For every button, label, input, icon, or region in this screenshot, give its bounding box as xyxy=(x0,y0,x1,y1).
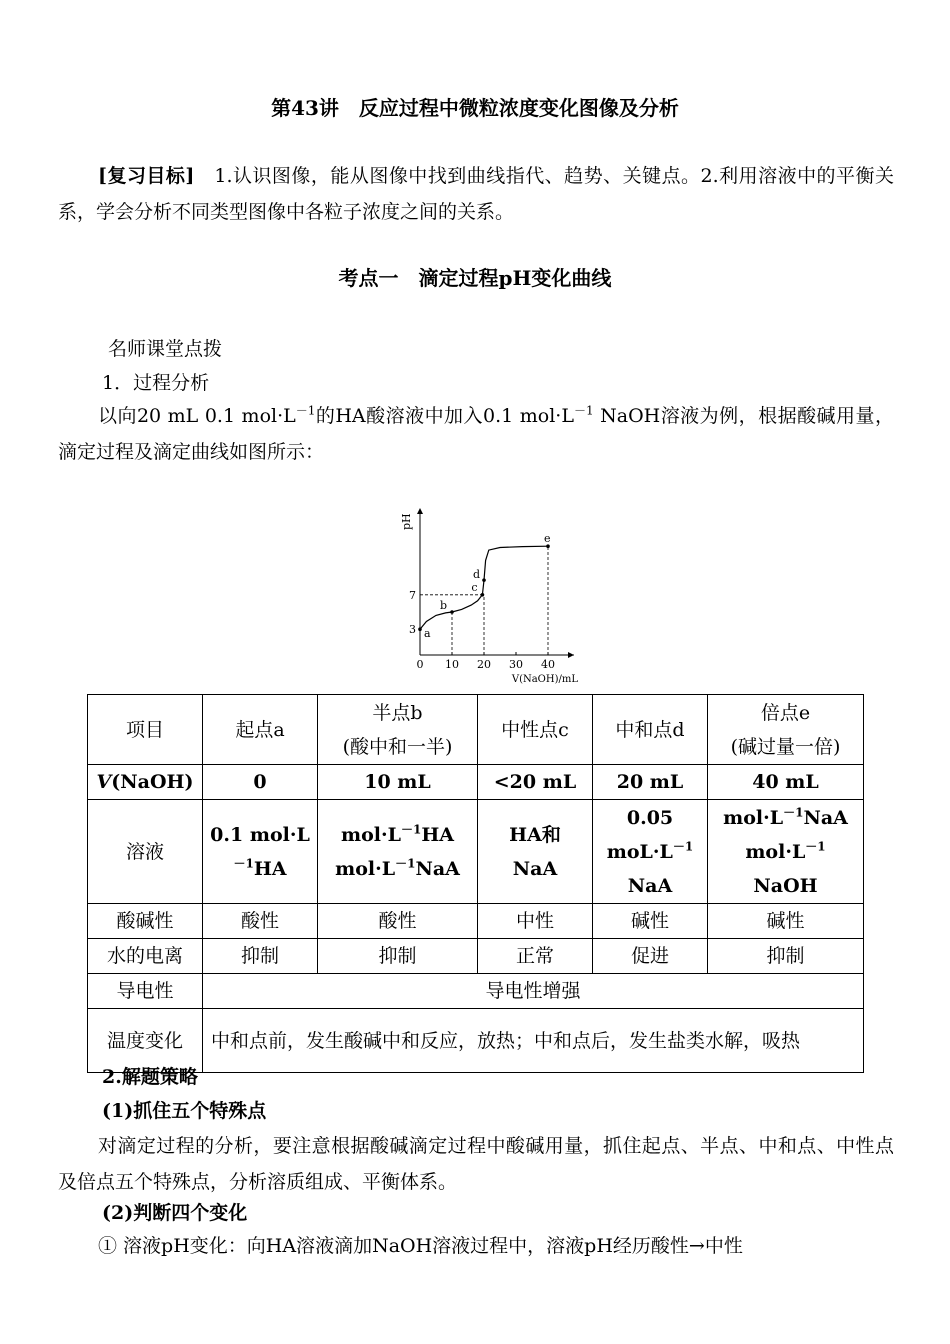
table-row-water xyxy=(88,939,864,974)
solution-b-sup2: －1 xyxy=(395,856,416,871)
table-row-temperature xyxy=(88,1009,864,1073)
table-cell: <20 mL xyxy=(478,765,593,800)
process-heading: 1．过程分析 xyxy=(102,372,210,394)
solution-d-1: 0.05 xyxy=(626,806,674,829)
table-cell: 10 mL xyxy=(318,765,478,800)
table-row-acidity xyxy=(88,904,864,939)
table-cell: 40 mL xyxy=(708,765,864,800)
strategy-paragraph-2: ① 溶液pH变化：向HA溶液滴加NaOH溶液过程中，溶液pH经历酸性→中性 xyxy=(98,1235,743,1257)
solution-neutral xyxy=(478,800,593,904)
table-row-vnaoh xyxy=(88,765,864,800)
solution-e-sup1: －1 xyxy=(783,805,804,820)
table-cell: 促进 xyxy=(593,939,708,974)
table-cell: 酸性 xyxy=(318,904,478,939)
intro-sup-1: －1 xyxy=(295,403,316,418)
x-tick-label: 20 xyxy=(477,658,491,671)
point-d xyxy=(482,578,486,582)
x-tick-label: 10 xyxy=(445,658,459,671)
table-cell: 碱性 xyxy=(708,904,864,939)
solution-e-3: mol·L xyxy=(745,840,806,863)
table-cell: 抑制 xyxy=(708,939,864,974)
strategy-sub2: (2)判断四个变化 xyxy=(102,1202,248,1224)
header-double-line1: 倍点e xyxy=(760,701,811,724)
header-item: 项目 xyxy=(88,695,203,765)
solution-a-2: HA xyxy=(253,857,287,880)
solution-b-3: mol·L xyxy=(335,857,396,880)
solution-b-4: NaA xyxy=(415,857,460,880)
table-cell: 抑制 xyxy=(203,939,318,974)
table-cell: 酸性 xyxy=(203,904,318,939)
vnaoh-label-italic: V xyxy=(96,771,112,793)
review-text: 1.认识图像，能从图像中找到曲线指代、趋势、关键点。2.利用溶液中的平衡关系，学会分析不同类型图像中各粒子浓度之间的关系。 xyxy=(58,165,894,223)
y-tick-label: 3 xyxy=(409,623,416,637)
section-title: 考点一 滴定过程pH变化曲线 xyxy=(338,266,612,290)
header-equivalence: 中和点d xyxy=(593,695,708,765)
water-label: 水的电离 xyxy=(88,939,203,974)
table-row-conductivity xyxy=(88,974,864,1009)
solution-label: 溶液 xyxy=(88,800,203,904)
review-label: [复习目标] xyxy=(98,165,195,187)
intro-text-3: NaOH溶液为例，根据酸碱用量，滴定过程及滴定曲线如图所示： xyxy=(58,405,894,463)
strategy-paragraph-1: 对滴定过程的分析，要注意根据酸碱滴定过程中酸碱用量，抓住起点、半点、中和点、中性点及倍点五个特殊点，分析溶质组成、平衡体系。 xyxy=(58,1135,894,1193)
solution-half xyxy=(318,800,478,904)
header-double-line2: (碱过量一倍) xyxy=(730,735,841,758)
y-axis-label: pH xyxy=(400,513,413,530)
review-objectives xyxy=(58,158,894,230)
intro-sup-2: －1 xyxy=(573,403,594,418)
y-tick-label: 7 xyxy=(409,588,416,602)
conductivity-label: 导电性 xyxy=(88,974,203,1009)
header-half-line1: 半点b xyxy=(372,701,423,724)
titration-table xyxy=(87,694,864,1073)
conductivity-value: 导电性增强 xyxy=(203,974,864,1009)
point-label-d: d xyxy=(473,568,481,582)
point-label-e: e xyxy=(544,532,551,546)
solution-e-sup2: －1 xyxy=(805,839,826,854)
acidity-label: 酸碱性 xyxy=(88,904,203,939)
solution-c-2: NaA xyxy=(512,857,558,880)
solution-e-4: NaOH xyxy=(753,874,818,897)
solution-d-2: moL·L xyxy=(606,840,673,863)
vnaoh-label-rest: (NaOH) xyxy=(111,771,194,793)
y-axis-arrow xyxy=(417,508,423,514)
table-cell: 正常 xyxy=(478,939,593,974)
header-half xyxy=(318,695,478,765)
tip-label: 名师课堂点拨 xyxy=(108,338,223,360)
solution-c-1: HA和 xyxy=(509,823,561,846)
point-c xyxy=(481,593,485,597)
solution-b-2: HA xyxy=(421,823,455,846)
table-cell: 抑制 xyxy=(318,939,478,974)
solution-b-1: mol·L xyxy=(340,823,401,846)
solution-equivalence xyxy=(593,800,708,904)
temperature-value: 中和点前，发生酸碱中和反应，放热；中和点后，发生盐类水解，吸热 xyxy=(203,1009,864,1073)
solution-double xyxy=(708,800,864,904)
solution-a-sup: －1 xyxy=(233,856,254,871)
x-tick-label: 0 xyxy=(416,658,424,671)
table-header-row xyxy=(88,695,864,765)
intro-text-1: 以向20 mL 0.1 mol·L xyxy=(98,405,296,427)
solution-start xyxy=(203,800,318,904)
header-double xyxy=(708,695,864,765)
solution-e-1: mol·L xyxy=(723,806,784,829)
table-cell: 0 xyxy=(203,765,318,800)
solution-b-sup1: －1 xyxy=(400,822,422,837)
strategy-heading: 2.解题策略 xyxy=(102,1066,198,1088)
vnaoh-label xyxy=(88,765,203,800)
x-tick-label: 30 xyxy=(509,658,523,671)
point-b xyxy=(450,610,454,614)
table-cell: 中性 xyxy=(478,904,593,939)
temperature-label: 温度变化 xyxy=(88,1009,203,1073)
titration-chart xyxy=(380,500,620,690)
header-start: 起点a xyxy=(203,695,318,765)
solution-a-1: 0.1 mol·L xyxy=(210,823,310,846)
solution-d-sup: －1 xyxy=(672,839,694,854)
table-cell: 碱性 xyxy=(593,904,708,939)
table-cell: 20 mL xyxy=(593,765,708,800)
table-row-solution xyxy=(88,800,864,904)
point-a xyxy=(418,627,422,631)
solution-d-3: NaA xyxy=(627,874,673,897)
chart-plot xyxy=(400,508,578,685)
titration-curve xyxy=(420,546,548,629)
point-label-a: a xyxy=(424,627,431,641)
point-label-b: b xyxy=(440,599,448,612)
x-axis-arrow xyxy=(568,652,574,658)
point-label-c: c xyxy=(471,580,478,594)
solution-e-2: NaA xyxy=(803,806,848,829)
page-title: 第43讲 反应过程中微粒浓度变化图像及分析 xyxy=(271,96,679,120)
header-neutral: 中性点c xyxy=(478,695,593,765)
x-axis-label: V(NaOH)/mL xyxy=(511,674,578,685)
header-half-line2: (酸中和一半) xyxy=(342,735,453,758)
x-tick-label: 40 xyxy=(541,658,555,671)
intro-text-2: 的HA酸溶液中加入0.1 mol·L xyxy=(315,405,574,427)
strategy-sub1: (1)抓住五个特殊点 xyxy=(102,1100,267,1122)
intro-paragraph xyxy=(58,398,894,470)
